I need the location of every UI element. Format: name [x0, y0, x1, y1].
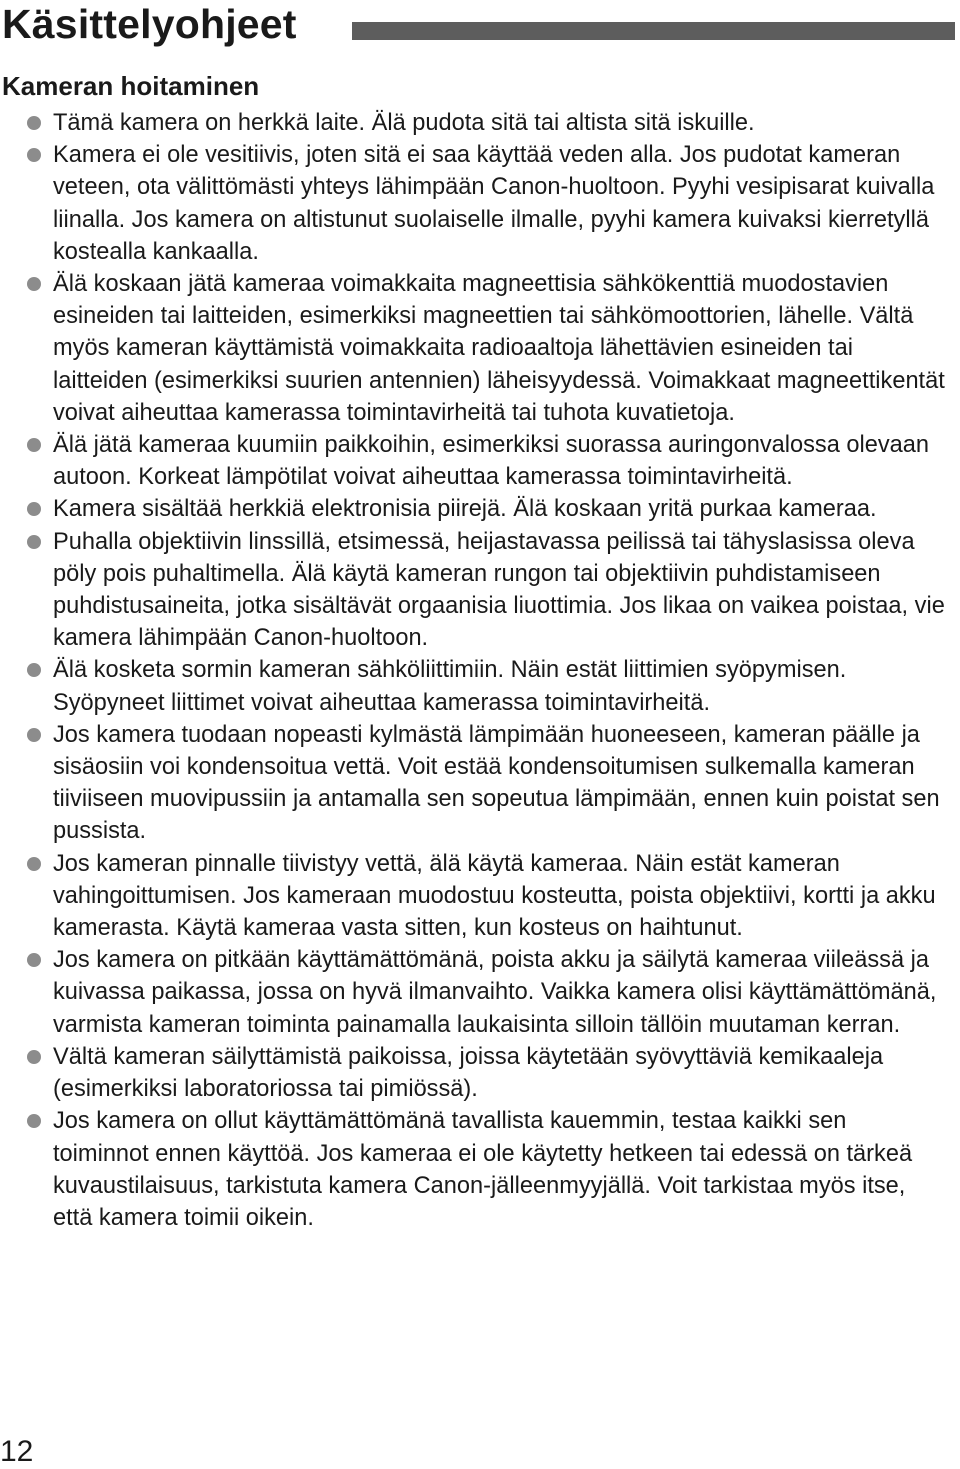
care-instructions-list — [0, 107, 960, 1234]
list-item-text: Älä koskaan jätä kameraa voimakkaita magneettisia sähkökenttiä muodostavien esineiden tai laitteiden, esimerkiksi magneettien tai sähkömoottorien, lähelle. Vältä myös kameran käyttämistä voimakkaita radioaaltoja lähettävien esineiden tai laitteiden (esimerkiksi suurien antennien) läheisyydessä. Voimakkaat magneettikentät voivat aiheuttaa kamerassa toimintavirheitä tai tuhota kuvatietoja. — [53, 271, 945, 426]
page-title: Käsittelyohjeet — [2, 1, 297, 47]
list-item-text: Puhalla objektiivin linssillä, etsimessä, heijastavassa peilissä tai tähyslasissa oleva pöly pois puhaltimella. Älä käytä kameran rungon tai objektiivin puhdistamiseen puhdistusaineita, jotka sisältävät orgaanisia liuottimia. Jos likaa on vaikea poistaa, vie kamera lähimpään Canon-huoltoon. — [53, 528, 945, 652]
page-header — [0, 0, 960, 54]
list-item-text: Kamera ei ole vesitiivis, joten sitä ei saa käyttää veden alla. Jos pudotat kameran veteen, ota välittömästi yhteys lähimpään Canon-huoltoon. Pyyhi vesipisarat kuivalla liinalla. Jos kamera on altistunut suolaiselle ilmalle, pyyhi kamera kuivaksi kierretyllä kostealla kankaalla. — [53, 142, 935, 265]
bullet-icon — [27, 502, 41, 516]
list-item — [0, 268, 948, 429]
list-item-text: Jos kamera on pitkään käyttämättömänä, poista akku ja säilytä kameraa viileässä ja kuivassa paikassa, jossa on hyvä ilmanvaihto. Vaikka kamera olisi käyttämättömänä, varmista kameran toiminta painamalla laukaisinta silloin tällöin muutaman kerran. — [53, 947, 937, 1038]
list-item — [0, 654, 948, 718]
list-item — [0, 1105, 948, 1234]
bullet-icon — [27, 857, 41, 871]
bullet-icon — [27, 148, 41, 162]
list-item — [0, 944, 948, 1041]
list-item — [0, 848, 948, 945]
list-item — [0, 493, 948, 525]
list-item-text: Tämä kamera on herkkä laite. Älä pudota sitä tai altista sitä iskuille. — [53, 110, 755, 136]
bullet-icon — [27, 953, 41, 967]
bullet-icon — [27, 277, 41, 291]
bullet-icon — [27, 1050, 41, 1064]
list-item — [0, 139, 948, 268]
bullet-icon — [27, 535, 41, 549]
list-item-text: Jos kameran pinnalle tiivistyy vettä, älä käytä kameraa. Näin estät kameran vahingoittumisen. Jos kameraan muodostuu kosteutta, poista objektiivi, kortti ja akku kamerasta. Käytä kameraa vasta sitten, kun kosteus on haihtunut. — [53, 850, 936, 942]
title-rule-bar — [352, 22, 955, 40]
list-item — [0, 1041, 948, 1105]
list-item-text: Älä jätä kameraa kuumiin paikkoihin, esimerkiksi suorassa auringonvalossa olevaan autoon. Korkeat lämpötilat voivat aiheuttaa kamerassa toimintavirheitä. — [53, 432, 930, 491]
list-item — [0, 526, 948, 655]
list-item-text: Vältä kameran säilyttämistä paikoissa, joissa käytetään syövyttäviä kemikaaleja (esimerkiksi laboratoriossa tai pimiössä). — [53, 1043, 884, 1103]
section-heading: Kameran hoitaminen — [2, 71, 260, 101]
list-item-text: Jos kamera tuodaan nopeasti kylmästä lämpimään huoneeseen, kameran päälle ja sisäosiin voi kondensoitua vettä. Voit estää kondensoitumisen sulkemalla kameran tiiviiseen muovipussiin ja antamalla sen sopeutua lämpimään, ennen kuin poistat sen pussista. — [53, 721, 940, 845]
page-number: 12 — [0, 1435, 34, 1468]
list-item — [0, 107, 948, 139]
bullet-icon — [27, 116, 41, 130]
bullet-icon — [27, 1114, 41, 1128]
list-item-text: Älä kosketa sormin kameran sähköliittimiin. Näin estät liittimien syöpymisen. Syöpyneet liittimet voivat aiheuttaa kamerassa toimintavirheitä. — [53, 657, 847, 716]
list-item-text: Jos kamera on ollut käyttämättömänä tavallista kauemmin, testaa kaikki sen toiminnot ennen käyttöä. Jos kameraa ei ole käytetty hetkeen tai edessä on tärkeä kuvaustilaisuus, tarkistuta kamera Canon-jälleenmyyjällä. Voit tarkistaa myös itse, että kamera toimii oikein. — [53, 1108, 913, 1231]
bullet-icon — [27, 438, 41, 452]
bullet-icon — [27, 728, 41, 742]
list-item-text: Kamera sisältää herkkiä elektronisia piirejä. Älä koskaan yritä purkaa kameraa. — [53, 496, 877, 523]
bullet-icon — [27, 663, 41, 677]
list-item — [0, 719, 948, 848]
list-item — [0, 429, 948, 493]
